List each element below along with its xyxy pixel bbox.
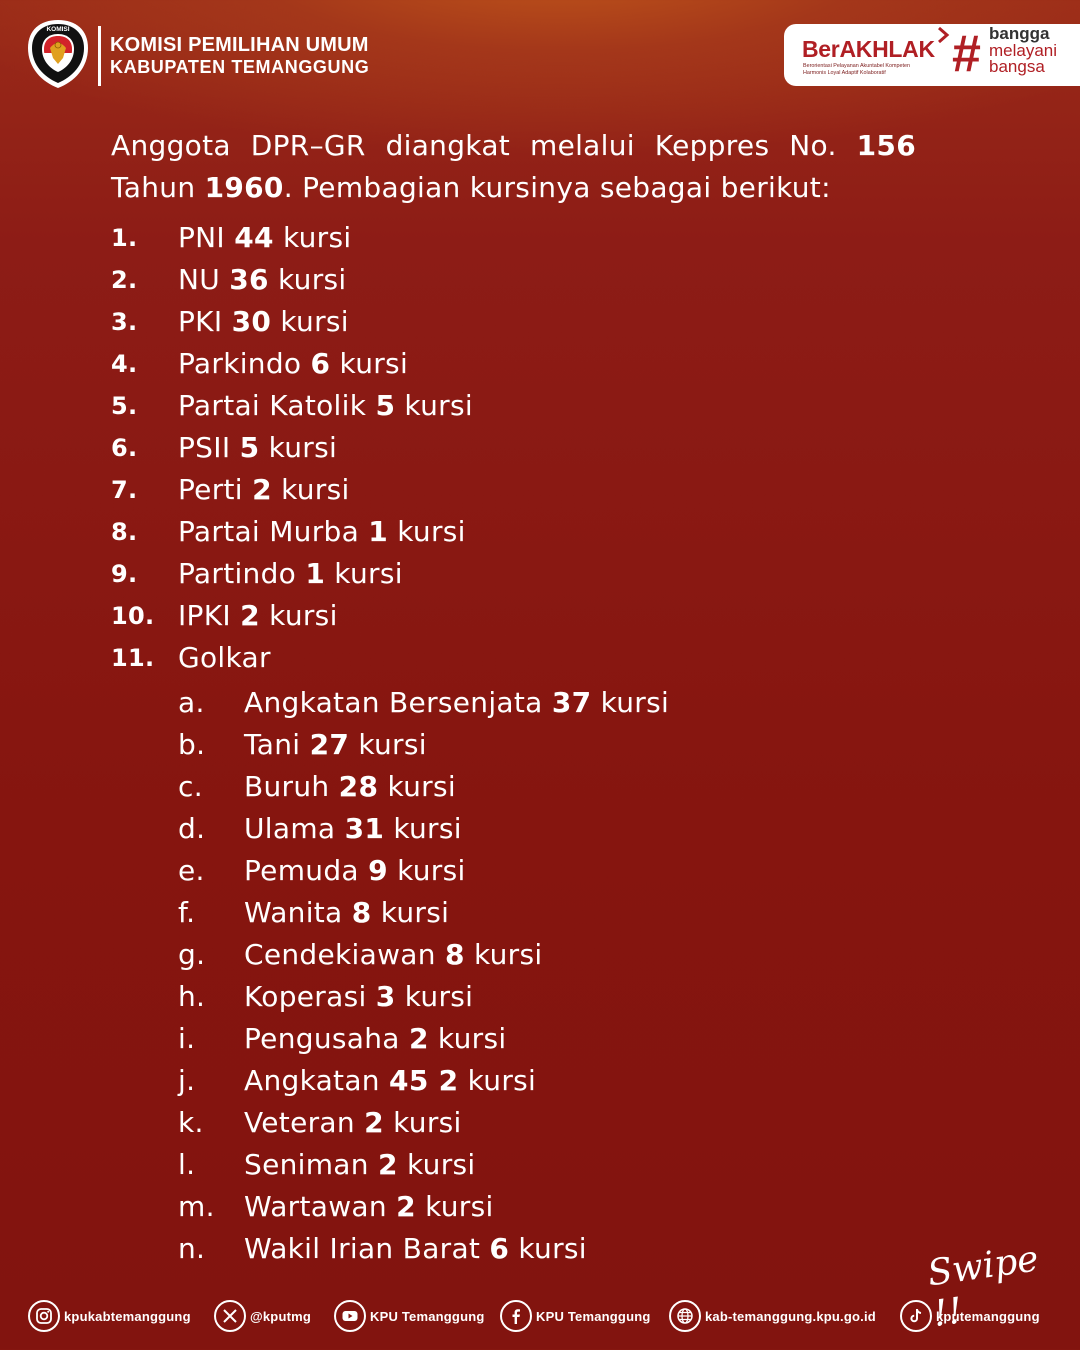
party-name: IPKI	[178, 599, 241, 632]
social-tiktok[interactable]	[900, 1298, 1040, 1334]
seat-unit: kursi	[509, 1232, 587, 1265]
group-name: Pengusaha	[244, 1022, 409, 1055]
item-letter: l.	[178, 1148, 196, 1181]
seat-unit: kursi	[259, 431, 338, 464]
seat-unit: kursi	[384, 812, 462, 845]
seat-unit: kursi	[378, 770, 456, 803]
org-line-1: KOMISI PEMILIHAN UMUM	[110, 34, 369, 56]
seat-count: 2	[252, 473, 272, 506]
party-name: Parkindo	[178, 347, 311, 380]
seat-count: 36	[229, 263, 269, 296]
intro-line-2	[111, 167, 916, 209]
intro-word: Keppres	[654, 129, 770, 162]
seat-unit: kursi	[271, 305, 349, 338]
seat-count: 2	[364, 1106, 384, 1139]
tagline-2: melayani	[989, 40, 1058, 60]
item-number: 1.	[111, 224, 138, 252]
seat-unit: kursi	[395, 389, 473, 422]
intro-word: Anggota	[111, 129, 231, 162]
hashtag-icon: #	[952, 25, 981, 83]
seat-count: 44	[234, 221, 274, 254]
seat-count: 28	[338, 770, 379, 803]
seat-count: 8	[444, 938, 465, 971]
item-letter: i.	[178, 1022, 196, 1055]
party-name: PKI	[178, 305, 232, 338]
berakhlak-badge	[784, 24, 1080, 86]
social-label: @kputmg	[250, 1308, 312, 1324]
seat-count: 6	[489, 1232, 510, 1265]
org-name	[110, 34, 369, 78]
group-name: Koperasi	[244, 980, 376, 1013]
seat-count: 2	[396, 1190, 416, 1223]
item-number: 3.	[111, 308, 138, 336]
group-name: Ulama	[244, 812, 345, 845]
social-label: kpukabtemanggung	[64, 1308, 191, 1324]
group-name: Angkatan Bersenjata	[244, 686, 552, 719]
chevron-right-icon	[936, 26, 950, 44]
seat-unit: kursi	[371, 896, 450, 929]
item-number: 11.	[111, 644, 155, 672]
seat-unit: kursi	[591, 686, 670, 719]
seat-unit: kursi	[330, 347, 409, 380]
seat-unit: kursi	[458, 1064, 537, 1097]
social-x[interactable]	[214, 1298, 311, 1334]
seat-count: 1	[305, 557, 326, 590]
item-number: 8.	[111, 518, 138, 546]
intro-paragraph	[111, 125, 916, 209]
seat-count: 27	[309, 728, 350, 761]
item-letter: g.	[178, 938, 206, 971]
group-name: Cendekiawan	[244, 938, 445, 971]
party-name: Partai Murba	[178, 515, 369, 548]
social-label: kab-temanggung.kpu.go.id	[705, 1308, 876, 1324]
seat-unit: kursi	[383, 1106, 462, 1139]
seat-count: 37	[551, 686, 592, 719]
social-label: kputemanggung	[936, 1308, 1040, 1324]
party-name: PNI	[178, 221, 235, 254]
seat-unit: kursi	[349, 728, 427, 761]
party-name: NU	[178, 263, 230, 296]
item-number: 4.	[111, 350, 138, 378]
youtube-icon	[334, 1300, 366, 1332]
group-name: Pemuda	[244, 854, 369, 887]
party-name: PSII	[178, 431, 240, 464]
group-name: Buruh	[244, 770, 339, 803]
seat-unit: kursi	[259, 599, 338, 632]
berakhlak-sub-2: Harmonis Loyal Adaptif Kolaboratif	[803, 70, 886, 76]
seat-count: 1	[368, 515, 389, 548]
item-letter: c.	[178, 770, 203, 803]
seat-unit: kursi	[395, 980, 474, 1013]
seat-count: 5	[239, 431, 260, 464]
tagline-1: bangga	[989, 24, 1050, 43]
intro-word: DPR–GR	[250, 129, 366, 162]
item-number: 9.	[111, 560, 138, 588]
group-name: Seniman	[244, 1148, 379, 1181]
berakhlak-sub-1: Berorientasi Pelayanan Akuntabel Kompeten	[803, 63, 910, 69]
item-letter: e.	[178, 854, 205, 887]
tagline-3: bangsa	[989, 57, 1045, 76]
seat-count: 30	[231, 305, 272, 338]
intro-text: . Pembagian kursinya sebagai berikut:	[283, 171, 831, 204]
item-number: 2.	[111, 266, 138, 294]
party-name: Perti	[178, 473, 253, 506]
group-name: Wanita	[244, 896, 352, 929]
item-letter: n.	[178, 1232, 206, 1265]
berakhlak-title: BerAKHLAK	[802, 36, 935, 62]
intro-word: No.	[789, 129, 837, 162]
berakhlak-subtitle	[803, 63, 910, 77]
seat-count: 2	[408, 1022, 429, 1055]
seat-unit: kursi	[397, 1148, 476, 1181]
seat-unit: kursi	[271, 473, 350, 506]
logo-text-top: KOMISI	[46, 26, 70, 33]
party-name: Partindo	[178, 557, 306, 590]
seat-count: 8	[351, 896, 372, 929]
item-number: 7.	[111, 476, 138, 504]
seat-count: 9	[368, 854, 388, 887]
swipe-hint: Swipe !!	[925, 1238, 1041, 1336]
seat-count: 2	[378, 1148, 398, 1181]
party-name: Golkar	[178, 641, 271, 674]
instagram-icon	[28, 1300, 60, 1332]
footer-social-bar	[28, 1298, 1068, 1334]
social-instagram[interactable]	[28, 1298, 191, 1334]
seat-count: 2	[240, 599, 260, 632]
seat-unit: kursi	[415, 1190, 494, 1223]
item-letter: f.	[178, 896, 196, 929]
social-facebook[interactable]	[500, 1298, 651, 1334]
item-number: 6.	[111, 434, 138, 462]
group-name: Veteran	[244, 1106, 365, 1139]
keppres-number: 156	[856, 129, 916, 162]
year: 1960	[204, 171, 284, 204]
seat-count: 6	[310, 347, 331, 380]
seat-unit: kursi	[387, 854, 466, 887]
social-label: KPU Temanggung	[536, 1308, 651, 1324]
item-letter: h.	[178, 980, 206, 1013]
group-name: Angkatan	[244, 1064, 390, 1097]
kpu-logo	[26, 18, 90, 90]
seat-unit: kursi	[428, 1022, 507, 1055]
social-website[interactable]	[669, 1298, 876, 1334]
seat-unit: kursi	[464, 938, 543, 971]
seat-count: 5	[375, 389, 396, 422]
item-number: 10.	[111, 602, 155, 630]
seat-unit: kursi	[388, 515, 466, 548]
tiktok-icon	[900, 1300, 932, 1332]
social-youtube[interactable]	[334, 1298, 485, 1334]
seat-unit: kursi	[268, 263, 347, 296]
intro-line-1	[111, 125, 916, 167]
item-letter: k.	[178, 1106, 204, 1139]
party-name: Partai Katolik	[178, 389, 376, 422]
seat-count: 3	[375, 980, 396, 1013]
seat-count: 45 2	[389, 1064, 459, 1097]
seat-count: 31	[344, 812, 385, 845]
item-letter: m.	[178, 1190, 215, 1223]
intro-word: diangkat	[385, 129, 511, 162]
org-line-2: KABUPATEN TEMANGGUNG	[110, 57, 370, 77]
group-name: Wartawan	[244, 1190, 397, 1223]
item-number: 5.	[111, 392, 138, 420]
item-letter: j.	[178, 1064, 196, 1097]
item-letter: a.	[178, 686, 205, 719]
tagline	[989, 26, 1057, 76]
seat-unit: kursi	[325, 557, 403, 590]
group-name: Tani	[244, 728, 310, 761]
item-letter: b.	[178, 728, 206, 761]
facebook-icon	[500, 1300, 532, 1332]
header-divider	[98, 26, 101, 86]
group-name: Wakil Irian Barat	[244, 1232, 490, 1265]
globe-icon	[669, 1300, 701, 1332]
seat-unit: kursi	[273, 221, 352, 254]
item-letter: d.	[178, 812, 206, 845]
x-icon	[214, 1300, 246, 1332]
social-label: KPU Temanggung	[370, 1308, 485, 1324]
intro-word: melalui	[530, 129, 635, 162]
intro-text: Tahun	[111, 171, 205, 204]
